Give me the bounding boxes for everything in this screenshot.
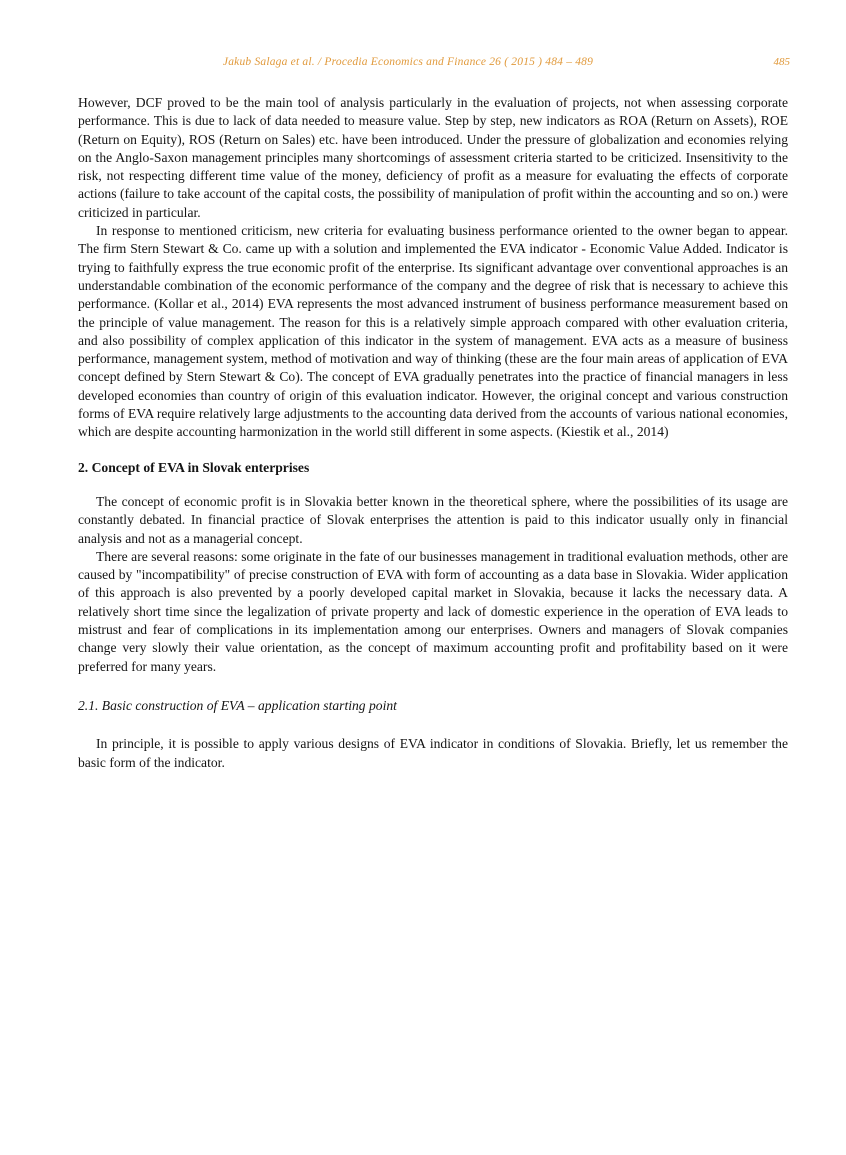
paragraph: In principle, it is possible to apply various designs of EVA indicator in conditions of Slovakia. Briefly, let us remember the basic form of the indicator. xyxy=(78,736,788,770)
subsection-heading-2-1: 2.1. Basic construction of EVA – application starting point xyxy=(78,697,397,713)
running-head: Jakub Salaga et al. / Procedia Economics and Finance 26 ( 2015 ) 484 – 489 xyxy=(222,56,594,68)
paragraph: However, DCF proved to be the main tool of analysis particularly in the evaluation of projects, not when assessing corporate performance. This is due to lack of data needed to measure value. Step by step, new indicators as ROA (Return on Assets), ROE (Return on Equity), ROS (Return on Sales) etc. have been introduced. Under the pressure of globalization and economies relying on the Anglo-Saxon management principles many shortcomings of assessment criteria started to be criticized. Insensitivity to the risk, not respecting different time value of the money, deficiency of profit as a measure for evaluating the effects of corporate actions (failure to take account of the capital costs, the possibility of manipulation of profit within the accounting and so on.) were criticized in particular. xyxy=(78,95,788,220)
paragraph: There are several reasons: some originate in the fate of our businesses management in traditional evaluation methods, other are caused by "incompatibility" of precise construction of EVA with form of accounting as a data base in Slovakia. Wider application of this approach is also prevented by a poorly developed capital market in Slovakia, because it lacks the necessary data. A relatively short time since the legalization of private property and lack of domestic experience in the operation of EVA leads to mistrust and fear of complications in its implementation among our enterprises. Owners and managers of Slovak companies change very slowly their value orientation, as the concept of maximum accounting profit and profitability based on it were preferred for many years. xyxy=(78,548,788,674)
page-number: 485 xyxy=(773,56,790,68)
section-heading-2: 2. Concept of EVA in Slovak enterprises xyxy=(78,459,310,475)
paragraph: In response to mentioned criticism, new criteria for evaluating business performance oriented to the owner began to appear. The firm Stern Stewart & Co. came up with a solution and implemented the EVA indicator - Economic Value Added. Indicator is trying to faithfully express the true economic profit of the enterprise. Its significant advantage over conventional approaches is an understandable combination of the economic performance of the company and the degree of risk that is necessary to achieve this performance. (Kollar et al., 2014) EVA represents the most advanced instrument of business performance measurement based on the principle of value management. The reason for this is a relatively simple approach compared with other evaluation criteria, and also possibility of complex application of this indicator in the system of management. EVA acts as a measure of business performance, management system, method of motivation and way of thinking (these are the four main areas of application of EVA concept defined by Stern Stewart & Co). The concept of EVA gradually penetrates into the practice of financial managers in less developed economies than country of origin of this evaluation indicator. However, the original concept and various construction forms of EVA require relatively large adjustments to the accounting data derived from the accounts of various national economies, which are despite accounting harmonization in the world still different in some aspects. (Kiestik et al., 2014) xyxy=(78,223,788,440)
paragraph: The concept of economic profit is in Slovakia better known in the theoretical sphere, where the possibilities of its usage are constantly debated. In financial practice of Slovak enterprises the attention is paid to this indicator usually only in financial analysis and not as a managerial concept. xyxy=(78,493,788,546)
article-body xyxy=(78,94,788,772)
